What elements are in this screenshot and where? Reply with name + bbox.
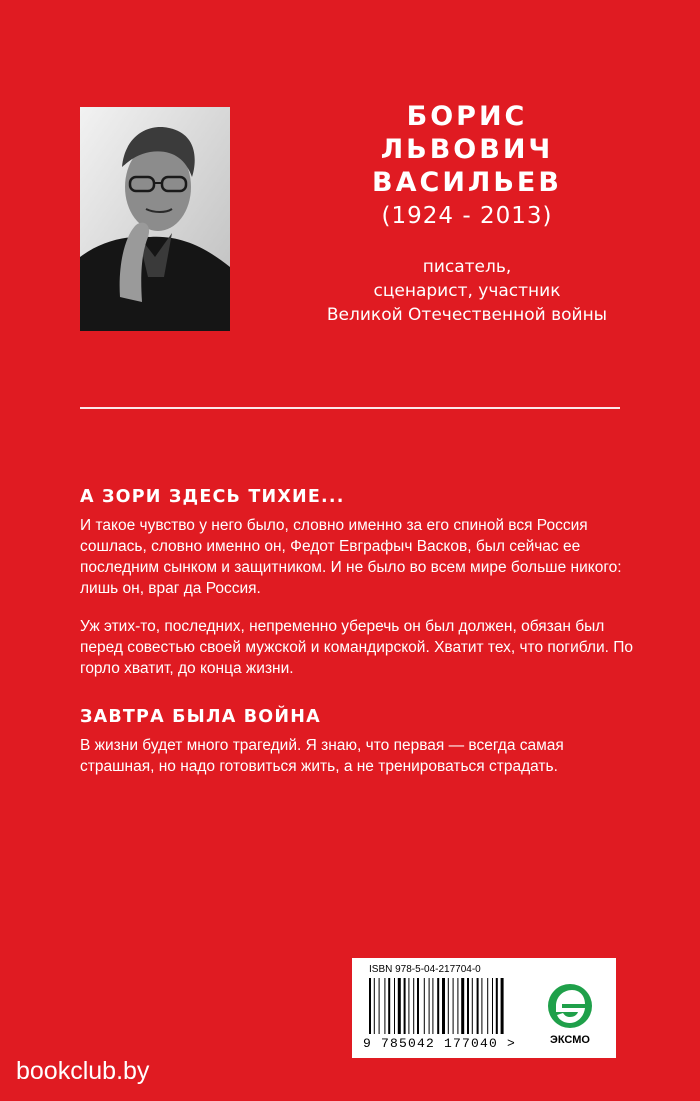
barcode-bar	[398, 978, 401, 1034]
barcode-bar	[379, 978, 380, 1034]
barcode-bar	[467, 978, 469, 1034]
section-2-title: ЗАВТРА БЫЛА ВОЙНА	[80, 707, 321, 727]
author-name-line-3: ВАСИЛЬЕВ	[372, 167, 562, 198]
barcode-bar	[413, 978, 414, 1034]
barcode-bar	[492, 978, 493, 1034]
barcode-bar	[369, 978, 371, 1034]
barcode-bar	[487, 978, 488, 1034]
barcode-bar	[424, 978, 425, 1034]
barcode-bar	[374, 978, 375, 1034]
barcode-digits: 9 785042 177040 >	[363, 1036, 517, 1051]
barcode-bar	[461, 978, 464, 1034]
barcode-bar	[388, 978, 390, 1034]
isbn-label: ISBN 978-5-04-217704-0	[369, 964, 481, 975]
author-years: (1924 - 2013)	[381, 203, 553, 229]
section-2-paragraph-1: В жизни будет много трагедий. Я знаю, что первая — всегда самая страшная, но надо готовиться жить, а не тренироваться страдать.	[80, 737, 564, 775]
section-1-title: А ЗОРИ ЗДЕСЬ ТИХИЕ...	[80, 487, 345, 507]
author-role-line-1: писатель,	[422, 257, 512, 277]
divider-line	[80, 407, 620, 409]
barcode-bar	[437, 978, 439, 1034]
barcode-bar	[481, 978, 482, 1034]
publisher-name: ЭКСМО	[550, 1034, 590, 1046]
book-section-2	[80, 707, 640, 777]
barcode-bar	[384, 978, 385, 1034]
barcode-bar	[496, 978, 498, 1034]
author-role-line-3: Великой Отечественной войны	[326, 305, 608, 325]
watermark-text: bookclub.by	[16, 1057, 150, 1085]
barcode-bar	[457, 978, 458, 1034]
barcode-bar	[404, 978, 406, 1034]
author-name-line-1: БОРИС	[406, 101, 528, 132]
barcode-bars	[369, 978, 527, 1036]
barcode-bar	[432, 978, 433, 1034]
barcode-bar	[477, 978, 479, 1034]
barcode-bar	[453, 978, 454, 1034]
author-portrait-image	[80, 107, 230, 331]
barcode-bar	[417, 978, 419, 1034]
barcode-bar	[442, 978, 445, 1034]
barcode-bar	[429, 978, 430, 1034]
barcode-bar	[394, 978, 395, 1034]
barcode-panel	[352, 958, 616, 1058]
book-section-1	[80, 487, 640, 679]
barcode-bar	[472, 978, 473, 1034]
section-1-paragraph-2: Уж этих-то, последних, непременно уберечь он был должен, обязан был перед совестью своей мужской и командирской. Хватит тех, что погибли. По горло хватит, до конца жизни.	[80, 618, 633, 677]
barcode-bar	[501, 978, 504, 1034]
barcode-bar	[448, 978, 449, 1034]
author-block	[262, 100, 672, 327]
author-photo	[80, 107, 230, 331]
author-name-line-2: ЛЬВОВИЧ	[380, 134, 554, 165]
barcode-bar	[408, 978, 409, 1034]
section-1-paragraph-1: И такое чувство у него было, словно именно за его спиной вся Россия сошлась, словно именно он, Федот Евграфыч Васков, был сейчас ее последним сынком и защитником. И не было во всем мире больше никого: лишь он, враг да Россия.	[80, 517, 622, 597]
author-role-line-2: сценарист, участник	[373, 281, 561, 301]
author-role	[262, 255, 672, 327]
